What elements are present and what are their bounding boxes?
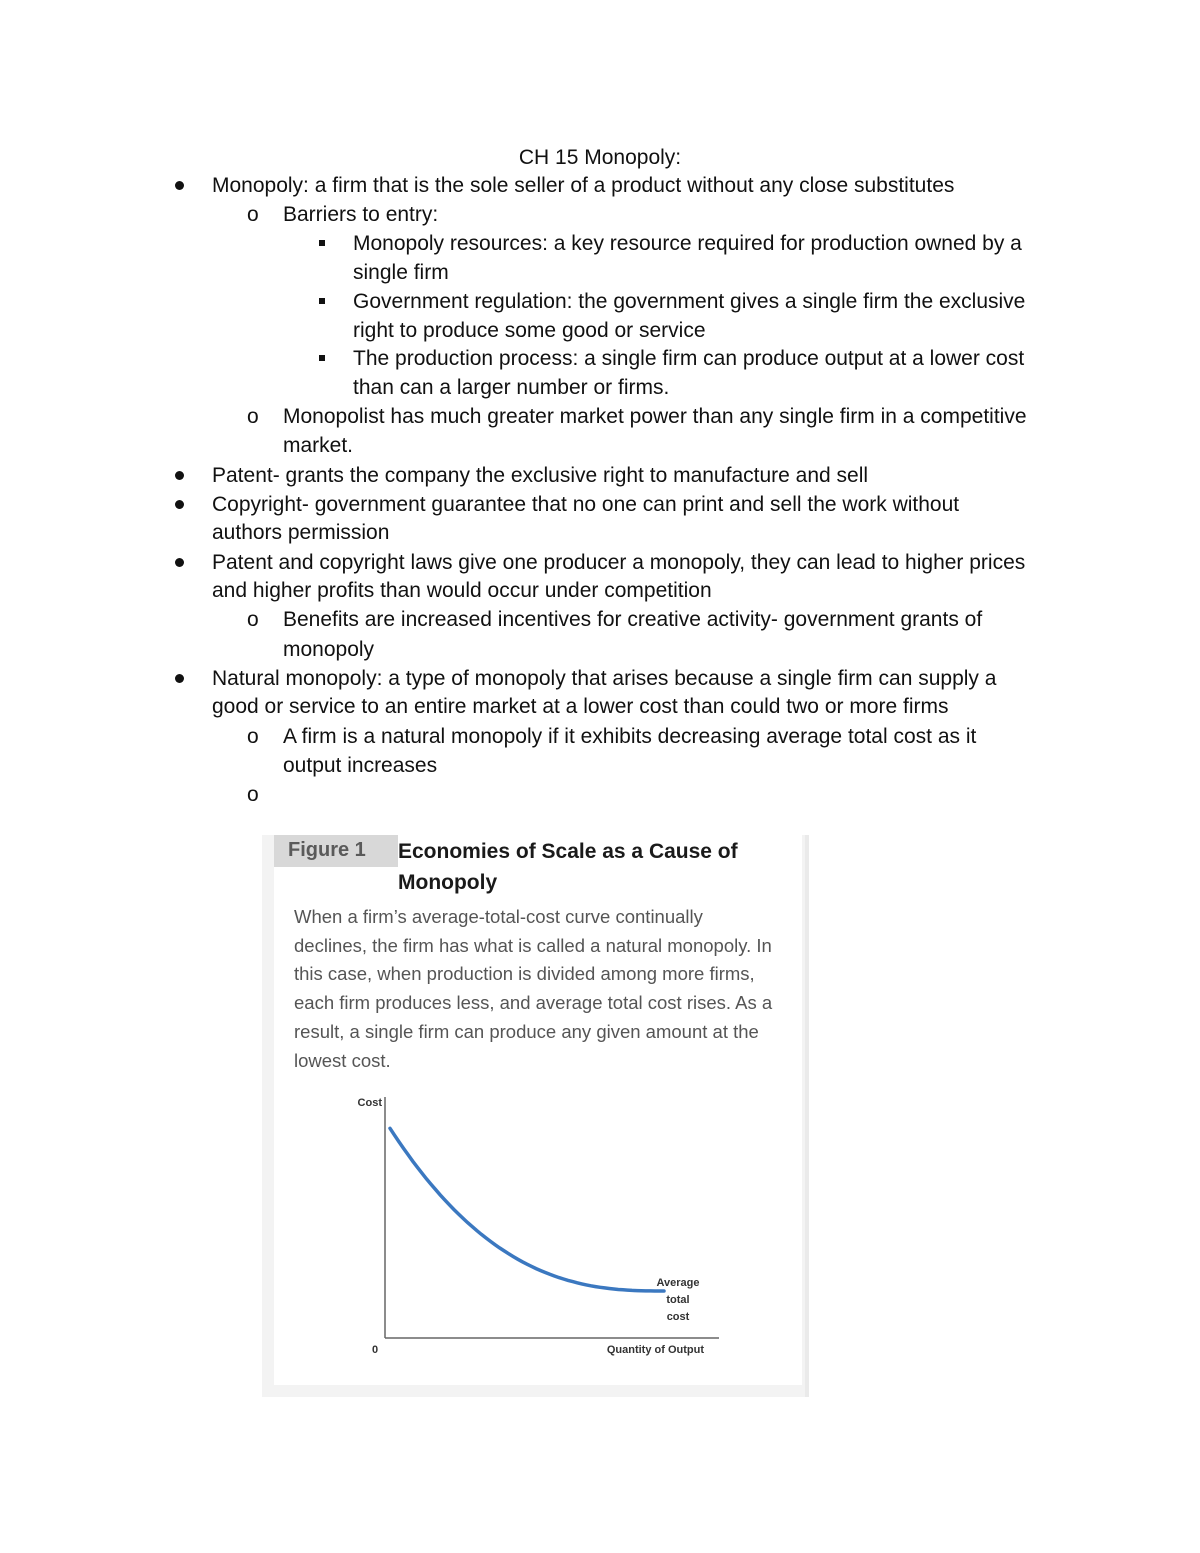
bullet-square — [319, 298, 325, 304]
figure-panel — [274, 835, 802, 1385]
text-line: Benefits are increased incentives for creative activity- government grants of — [283, 608, 983, 631]
text-line: Government regulation: the government gives a single firm the exclusive — [353, 290, 1026, 313]
bullet-circle: o — [247, 405, 259, 428]
bullet-circle: o — [247, 783, 259, 806]
figure-title: Economies of Scale as a Cause of Monopoly — [398, 840, 738, 894]
bullet-disc — [175, 181, 184, 190]
text-line: output increases — [283, 754, 438, 777]
y-axis-label: Cost — [357, 1097, 382, 1109]
text-line: Patent- grants the company the exclusive right to manufacture and sell — [212, 464, 869, 487]
bullet-circle: o — [247, 725, 259, 748]
atc-chart — [274, 835, 802, 1385]
series-label-line: Average — [656, 1277, 700, 1289]
text-line: Monopoly: a firm that is the sole seller of a product without any close substitutes — [212, 174, 955, 197]
bullet-square — [319, 240, 325, 246]
series-label-line: total — [666, 1294, 690, 1306]
text-line: Monopolist has much greater market power than any single firm in a competitive — [283, 405, 1027, 428]
text-line: authors permission — [212, 521, 390, 544]
text-line: good or service to an entire market at a lower cost than could two or more firms — [212, 695, 949, 718]
origin-label: 0 — [371, 1344, 379, 1356]
x-axis-label: Quantity of Output — [606, 1344, 704, 1356]
atc-curve — [390, 1128, 664, 1291]
bullet-disc — [175, 500, 184, 509]
bullet-disc — [175, 471, 184, 480]
figure-image — [262, 835, 809, 1397]
text-line: Natural monopoly: a type of monopoly that arises because a single firm can supply a — [212, 667, 997, 690]
bullet-circle: o — [247, 608, 259, 631]
bullet-disc — [175, 558, 184, 567]
bullet-disc — [175, 674, 184, 683]
caption-line: lowest cost. — [294, 1049, 391, 1071]
caption-line: each firm produces less, and average total cost rises. As a — [294, 992, 773, 1014]
bullet-circle: o — [247, 203, 259, 226]
text-line: Patent and copyright laws give one producer a monopoly, they can lead to higher prices — [212, 551, 1026, 574]
figure-label: Figure 1 — [274, 835, 398, 867]
text-line: right to produce some good or service — [353, 319, 706, 342]
text-line: A firm is a natural monopoly if it exhibits decreasing average total cost as it — [283, 725, 977, 748]
bullet-square — [319, 355, 325, 361]
document-title: CH 15 Monopoly: — [518, 146, 682, 169]
text-line: monopoly — [283, 638, 375, 661]
caption-line: When a firm’s average-total-cost curve continually — [294, 906, 703, 927]
text-line: Copyright- government guarantee that no one can print and sell the work without — [212, 493, 960, 516]
text-line: single firm — [353, 261, 449, 284]
text-line: Monopoly resources: a key resource required for production owned by a — [353, 232, 1022, 255]
caption-line: declines, the firm has what is called a natural monopoly. In — [294, 934, 772, 956]
text-line: and higher profits than would occur under competition — [212, 579, 712, 602]
text-line: than can a larger number or firms. — [353, 376, 670, 399]
text-line: market. — [283, 434, 354, 457]
caption-line: this case, when production is divided among more firms, — [294, 963, 755, 985]
series-label-line: cost — [666, 1311, 690, 1323]
caption-line: result, a single firm can produce any given amount at the — [294, 1020, 759, 1042]
text-line: The production process: a single firm can produce output at a lower cost — [353, 347, 1025, 370]
text-line: Barriers to entry: — [283, 203, 439, 226]
